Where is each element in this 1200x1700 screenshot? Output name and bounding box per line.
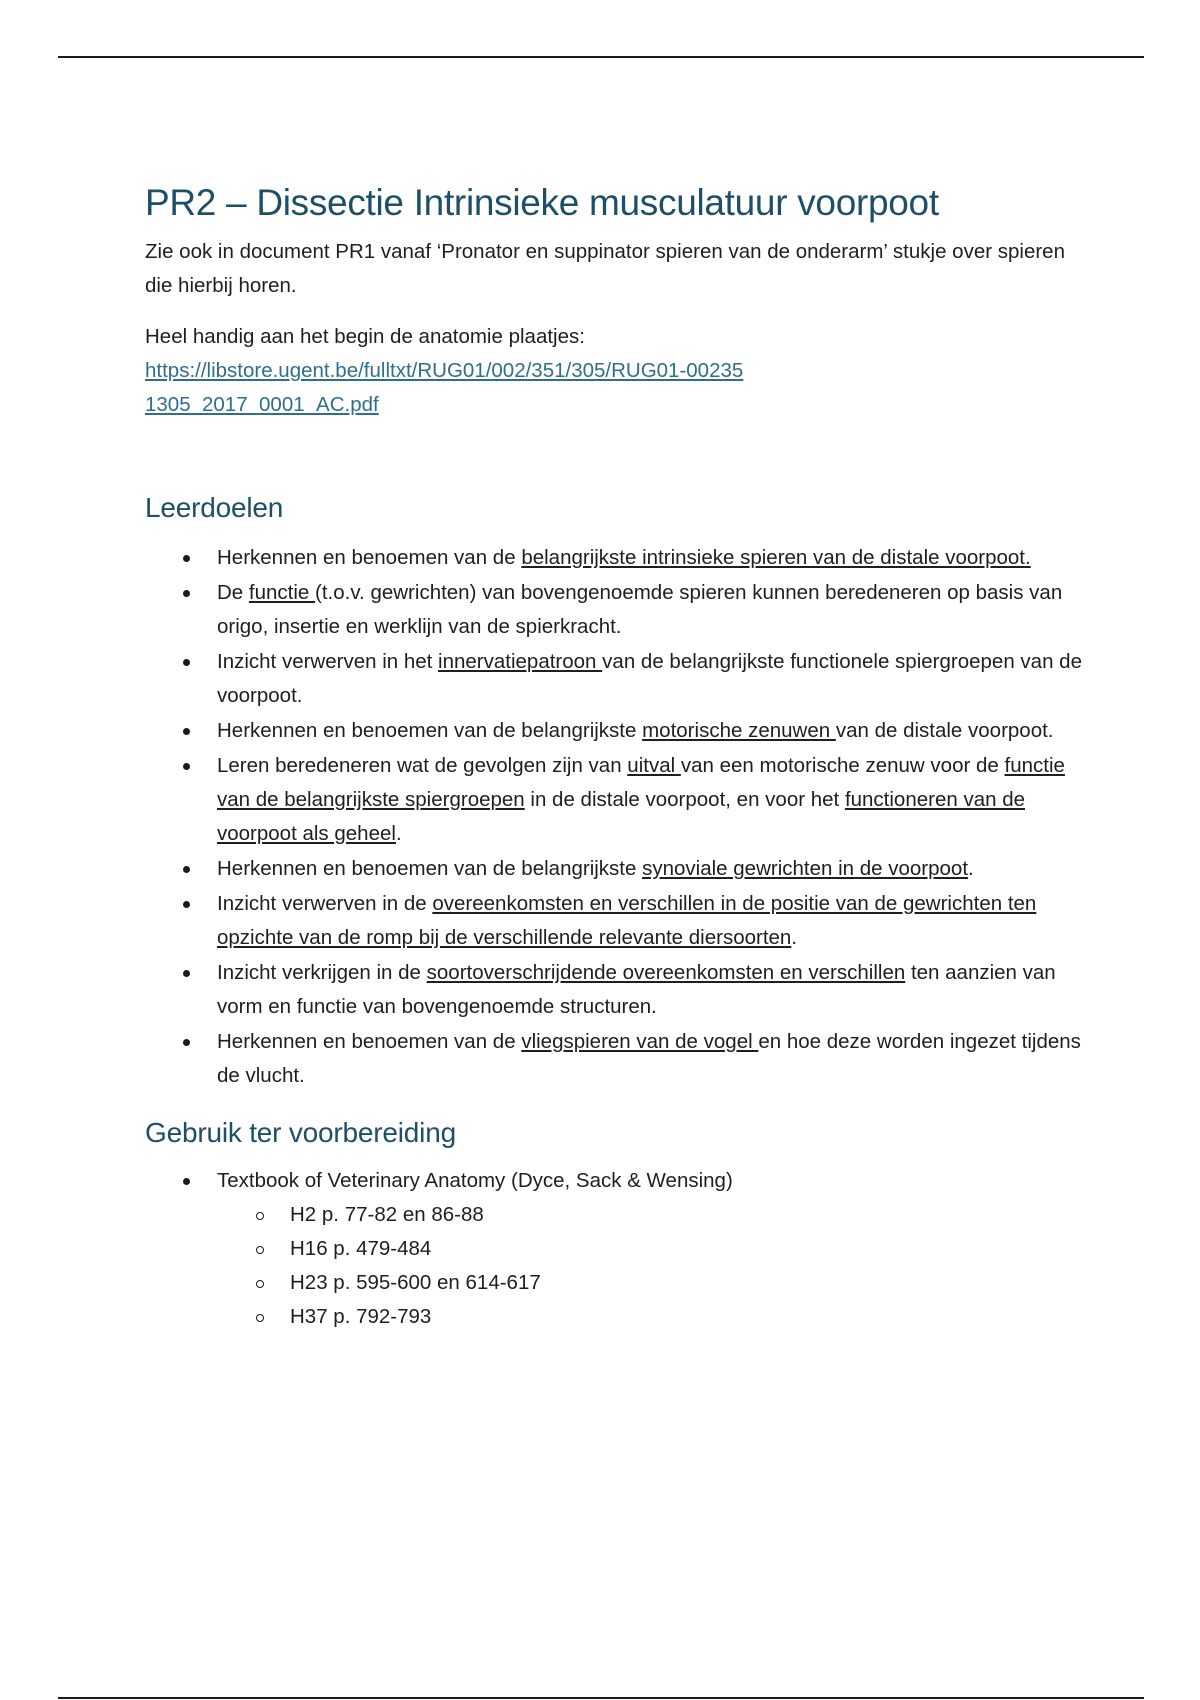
footer-rule xyxy=(58,1697,1144,1699)
anatomy-link[interactable]: https://libstore.ugent.be/fulltxt/RUG01/002/351/305/RUG01-002351305_2017_0001_AC.pdf xyxy=(145,359,744,416)
bullet-icon xyxy=(183,763,190,770)
voorbereiding-heading: Gebruik ter voorbereiding xyxy=(145,1117,456,1148)
leerdoelen-heading: Leerdoelen xyxy=(145,492,284,523)
list-item: Leren beredeneren wat de gevolgen zijn van uitval van een motorische zenuw voor de functie van de belangrijkste spiergroepen in de distale voorpoot, en voor het functioneren van de voorpoot als geheel. xyxy=(145,749,1090,851)
list-item: Herkennen en benoemen van de belangrijkste intrinsieke spieren van de distale voorpoot. xyxy=(145,541,1090,575)
chapter-item: H37 p. 792-793 xyxy=(145,1300,1090,1334)
chapter-list xyxy=(217,1198,1090,1334)
intro-paragraph: Zie ook in document PR1 vanaf ‘Pronator en suppinator spieren van de onderarm’ stukje over spieren die hierbij horen. xyxy=(145,240,1065,297)
circle-bullet-icon xyxy=(256,1314,264,1322)
list-item: De functie (t.o.v. gewrichten) van bovengenoemde spieren kunnen beredeneren op basis van origo, insertie en werklijn van de spierkracht. xyxy=(145,576,1090,644)
bullet-icon xyxy=(183,1039,190,1046)
bullet-icon xyxy=(183,901,190,908)
bullet-icon xyxy=(183,728,190,735)
document-page xyxy=(145,178,1090,1334)
list-item: Herkennen en benoemen van de vliegspieren van de vogel en hoe deze worden ingezet tijdens de vlucht. xyxy=(145,1025,1090,1093)
bullet-icon xyxy=(183,659,190,666)
list-item: Inzicht verwerven in het innervatiepatroon van de belangrijkste functionele spiergroepen van de voorpoot. xyxy=(145,645,1090,713)
bullet-icon xyxy=(183,590,190,597)
bullet-icon xyxy=(183,866,190,873)
leerdoelen-list xyxy=(145,541,1090,1093)
list-item: Herkennen en benoemen van de belangrijkste synoviale gewrichten in de voorpoot. xyxy=(145,852,1090,886)
chapter-item: H23 p. 595-600 en 614-617 xyxy=(145,1266,1090,1300)
header-rule xyxy=(58,56,1144,58)
circle-bullet-icon xyxy=(256,1280,264,1288)
list-item: Inzicht verkrijgen in de soortoverschrijdende overeenkomsten en verschillen ten aanzien van vorm en functie van bovengenoemde structuren. xyxy=(145,956,1090,1024)
bullet-icon xyxy=(183,1178,190,1185)
page-title: PR2 – Dissectie Intrinsieke musculatuur voorpoot xyxy=(145,182,939,223)
handy-paragraph xyxy=(145,320,1090,422)
list-item-book: Textbook of Veterinary Anatomy (Dyce, Sack & Wensing) H2 p. 77-82 en 86-88 H16 p. 479-484 H23 p. 595-600 en 614-617 H37 p. 792-793 xyxy=(145,1164,1090,1334)
bullet-icon xyxy=(183,970,190,977)
chapter-item: H2 p. 77-82 en 86-88 xyxy=(145,1198,1090,1232)
handy-text: Heel handig aan het begin de anatomie plaatjes: xyxy=(145,325,585,348)
circle-bullet-icon xyxy=(256,1246,264,1254)
chapter-item: H16 p. 479-484 xyxy=(145,1232,1090,1266)
bullet-icon xyxy=(183,555,190,562)
list-item: Herkennen en benoemen van de belangrijkste motorische zenuwen van de distale voorpoot. xyxy=(145,714,1090,748)
circle-bullet-icon xyxy=(256,1212,264,1220)
list-item: Inzicht verwerven in de overeenkomsten en verschillen in de positie van de gewrichten ten opzichte van de romp bij de verschillende relevante diersoorten. xyxy=(145,887,1090,955)
voorbereiding-list xyxy=(145,1164,1090,1334)
